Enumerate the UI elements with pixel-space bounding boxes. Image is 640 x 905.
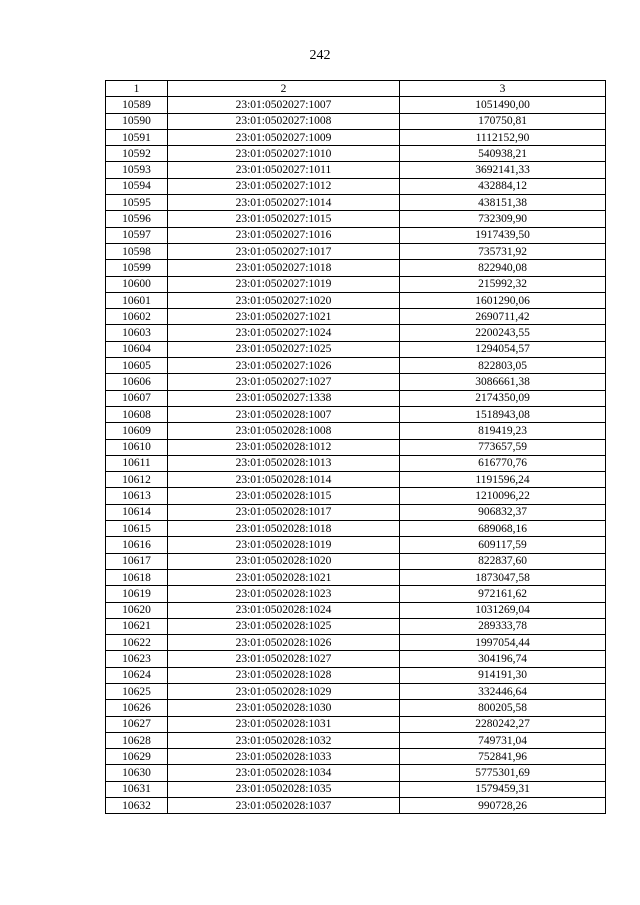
table-row: [106, 716, 606, 732]
table-row: [106, 455, 606, 471]
table-row: [106, 146, 606, 162]
value-cell: 2280242,27: [400, 716, 606, 732]
value-cell: 914191,30: [400, 667, 606, 683]
value-cell: 773657,59: [400, 439, 606, 455]
row-number-cell: 10596: [106, 211, 168, 227]
cadastral-number-cell: 23:01:0502028:1018: [168, 521, 400, 537]
row-number-cell: 10600: [106, 276, 168, 292]
value-cell: 1294054,57: [400, 341, 606, 357]
row-number-cell: 10632: [106, 798, 168, 814]
row-number-cell: 10599: [106, 260, 168, 276]
cadastral-number-cell: 23:01:0502028:1017: [168, 504, 400, 520]
table-row: [106, 243, 606, 259]
table-row: [106, 423, 606, 439]
row-number-cell: 10624: [106, 667, 168, 683]
column-header-1: 1: [106, 81, 168, 97]
table-row: [106, 390, 606, 406]
value-cell: 609117,59: [400, 537, 606, 553]
value-cell: 3692141,33: [400, 162, 606, 178]
table-row: [106, 162, 606, 178]
data-table: [105, 80, 606, 814]
row-number-cell: 10590: [106, 113, 168, 129]
row-number-cell: 10613: [106, 488, 168, 504]
value-cell: 822940,08: [400, 260, 606, 276]
value-cell: 906832,37: [400, 504, 606, 520]
cadastral-number-cell: 23:01:0502027:1011: [168, 162, 400, 178]
table-row: [106, 292, 606, 308]
table-row: [106, 798, 606, 814]
cadastral-number-cell: 23:01:0502028:1020: [168, 553, 400, 569]
value-cell: 822803,05: [400, 358, 606, 374]
value-cell: 822837,60: [400, 553, 606, 569]
row-number-cell: 10603: [106, 325, 168, 341]
table-row: [106, 97, 606, 113]
table-row: [106, 651, 606, 667]
value-cell: 972161,62: [400, 586, 606, 602]
cadastral-number-cell: 23:01:0502027:1020: [168, 292, 400, 308]
page-number: 242: [309, 48, 331, 63]
cadastral-number-cell: 23:01:0502027:1016: [168, 227, 400, 243]
table-row: [106, 113, 606, 129]
row-number-cell: 10602: [106, 309, 168, 325]
row-number-cell: 10619: [106, 586, 168, 602]
cadastral-number-cell: 23:01:0502028:1034: [168, 765, 400, 781]
value-cell: 800205,58: [400, 700, 606, 716]
cadastral-number-cell: 23:01:0502028:1024: [168, 602, 400, 618]
value-cell: 1518943,08: [400, 406, 606, 422]
row-number-cell: 10598: [106, 243, 168, 259]
value-cell: 540938,21: [400, 146, 606, 162]
row-number-cell: 10604: [106, 341, 168, 357]
table-row: [106, 358, 606, 374]
table-row: [106, 260, 606, 276]
row-number-cell: 10616: [106, 537, 168, 553]
table-row: [106, 667, 606, 683]
row-number-cell: 10630: [106, 765, 168, 781]
value-cell: 1873047,58: [400, 569, 606, 585]
row-number-cell: 10614: [106, 504, 168, 520]
row-number-cell: 10589: [106, 97, 168, 113]
value-cell: 2174350,09: [400, 390, 606, 406]
value-cell: 432884,12: [400, 178, 606, 194]
row-number-cell: 10620: [106, 602, 168, 618]
cadastral-number-cell: 23:01:0502028:1032: [168, 732, 400, 748]
cadastral-number-cell: 23:01:0502028:1030: [168, 700, 400, 716]
cadastral-number-cell: 23:01:0502027:1012: [168, 178, 400, 194]
table-row: [106, 586, 606, 602]
value-cell: 1051490,00: [400, 97, 606, 113]
cadastral-number-cell: 23:01:0502028:1014: [168, 472, 400, 488]
value-cell: 1191596,24: [400, 472, 606, 488]
table-row: [106, 227, 606, 243]
table-row: [106, 211, 606, 227]
value-cell: 3086661,38: [400, 374, 606, 390]
table-row: [106, 439, 606, 455]
row-number-cell: 10592: [106, 146, 168, 162]
cadastral-number-cell: 23:01:0502028:1023: [168, 586, 400, 602]
value-cell: 1112152,90: [400, 129, 606, 145]
cadastral-number-cell: 23:01:0502027:1024: [168, 325, 400, 341]
row-number-cell: 10606: [106, 374, 168, 390]
row-number-cell: 10622: [106, 635, 168, 651]
row-number-cell: 10621: [106, 618, 168, 634]
table-row: [106, 374, 606, 390]
cadastral-number-cell: 23:01:0502028:1012: [168, 439, 400, 455]
cadastral-number-cell: 23:01:0502027:1025: [168, 341, 400, 357]
value-cell: 332446,64: [400, 683, 606, 699]
table-body: [106, 97, 606, 814]
row-number-cell: 10611: [106, 455, 168, 471]
cadastral-number-cell: 23:01:0502028:1027: [168, 651, 400, 667]
table-row: [106, 781, 606, 797]
cadastral-number-cell: 23:01:0502027:1007: [168, 97, 400, 113]
cadastral-number-cell: 23:01:0502027:1026: [168, 358, 400, 374]
row-number-cell: 10608: [106, 406, 168, 422]
cadastral-number-cell: 23:01:0502028:1028: [168, 667, 400, 683]
row-number-cell: 10591: [106, 129, 168, 145]
cadastral-number-cell: 23:01:0502027:1027: [168, 374, 400, 390]
table-row: [106, 488, 606, 504]
cadastral-number-cell: 23:01:0502027:1017: [168, 243, 400, 259]
cadastral-number-cell: 23:01:0502028:1033: [168, 749, 400, 765]
cadastral-number-cell: 23:01:0502027:1019: [168, 276, 400, 292]
row-number-cell: 10594: [106, 178, 168, 194]
row-number-cell: 10623: [106, 651, 168, 667]
table-row: [106, 341, 606, 357]
cadastral-number-cell: 23:01:0502028:1031: [168, 716, 400, 732]
row-number-cell: 10612: [106, 472, 168, 488]
value-cell: 735731,92: [400, 243, 606, 259]
value-cell: 732309,90: [400, 211, 606, 227]
value-cell: 990728,26: [400, 798, 606, 814]
value-cell: 1997054,44: [400, 635, 606, 651]
table-row: [106, 635, 606, 651]
table-row: [106, 325, 606, 341]
table-row: [106, 569, 606, 585]
row-number-cell: 10625: [106, 683, 168, 699]
cadastral-number-cell: 23:01:0502028:1008: [168, 423, 400, 439]
cadastral-number-cell: 23:01:0502028:1026: [168, 635, 400, 651]
table-row: [106, 129, 606, 145]
cadastral-number-cell: 23:01:0502028:1013: [168, 455, 400, 471]
table-row: [106, 521, 606, 537]
cadastral-number-cell: 23:01:0502028:1021: [168, 569, 400, 585]
row-number-cell: 10609: [106, 423, 168, 439]
cadastral-number-cell: 23:01:0502027:1008: [168, 113, 400, 129]
table-row: [106, 537, 606, 553]
row-number-cell: 10605: [106, 358, 168, 374]
value-cell: 170750,81: [400, 113, 606, 129]
cadastral-number-cell: 23:01:0502028:1035: [168, 781, 400, 797]
table-row: [106, 553, 606, 569]
table-row: [106, 683, 606, 699]
table-row: [106, 309, 606, 325]
value-cell: 616770,76: [400, 455, 606, 471]
row-number-cell: 10607: [106, 390, 168, 406]
row-number-cell: 10595: [106, 195, 168, 211]
table-row: [106, 472, 606, 488]
table-row: [106, 602, 606, 618]
table-row: [106, 765, 606, 781]
row-number-cell: 10615: [106, 521, 168, 537]
row-number-cell: 10631: [106, 781, 168, 797]
row-number-cell: 10617: [106, 553, 168, 569]
row-number-cell: 10627: [106, 716, 168, 732]
value-cell: 1917439,50: [400, 227, 606, 243]
row-number-cell: 10629: [106, 749, 168, 765]
table-row: [106, 749, 606, 765]
value-cell: 749731,04: [400, 732, 606, 748]
value-cell: 1601290,06: [400, 292, 606, 308]
row-number-cell: 10597: [106, 227, 168, 243]
cadastral-number-cell: 23:01:0502028:1025: [168, 618, 400, 634]
column-header-2: 2: [168, 81, 400, 97]
cadastral-number-cell: 23:01:0502028:1037: [168, 798, 400, 814]
column-header-3: 3: [400, 81, 606, 97]
value-cell: 2200243,55: [400, 325, 606, 341]
table-row: [106, 504, 606, 520]
value-cell: 5775301,69: [400, 765, 606, 781]
value-cell: 1579459,31: [400, 781, 606, 797]
cadastral-number-cell: 23:01:0502028:1007: [168, 406, 400, 422]
cadastral-number-cell: 23:01:0502027:1010: [168, 146, 400, 162]
value-cell: 1210096,22: [400, 488, 606, 504]
value-cell: 752841,96: [400, 749, 606, 765]
value-cell: 215992,32: [400, 276, 606, 292]
value-cell: 689068,16: [400, 521, 606, 537]
row-number-cell: 10601: [106, 292, 168, 308]
table-row: [106, 178, 606, 194]
table-row: [106, 406, 606, 422]
value-cell: 304196,74: [400, 651, 606, 667]
cadastral-number-cell: 23:01:0502027:1021: [168, 309, 400, 325]
value-cell: 1031269,04: [400, 602, 606, 618]
row-number-cell: 10628: [106, 732, 168, 748]
table-header-row: [106, 81, 606, 97]
cadastral-number-cell: 23:01:0502027:1015: [168, 211, 400, 227]
row-number-cell: 10618: [106, 569, 168, 585]
table-row: [106, 618, 606, 634]
row-number-cell: 10626: [106, 700, 168, 716]
value-cell: 438151,38: [400, 195, 606, 211]
table-row: [106, 276, 606, 292]
value-cell: 289333,78: [400, 618, 606, 634]
value-cell: 819419,23: [400, 423, 606, 439]
table-row: [106, 700, 606, 716]
table-row: [106, 195, 606, 211]
cadastral-number-cell: 23:01:0502027:1018: [168, 260, 400, 276]
cadastral-number-cell: 23:01:0502028:1029: [168, 683, 400, 699]
row-number-cell: 10610: [106, 439, 168, 455]
cadastral-number-cell: 23:01:0502027:1009: [168, 129, 400, 145]
value-cell: 2690711,42: [400, 309, 606, 325]
cadastral-number-cell: 23:01:0502028:1019: [168, 537, 400, 553]
table-row: [106, 732, 606, 748]
cadastral-number-cell: 23:01:0502027:1338: [168, 390, 400, 406]
cadastral-number-cell: 23:01:0502027:1014: [168, 195, 400, 211]
cadastral-number-cell: 23:01:0502028:1015: [168, 488, 400, 504]
row-number-cell: 10593: [106, 162, 168, 178]
